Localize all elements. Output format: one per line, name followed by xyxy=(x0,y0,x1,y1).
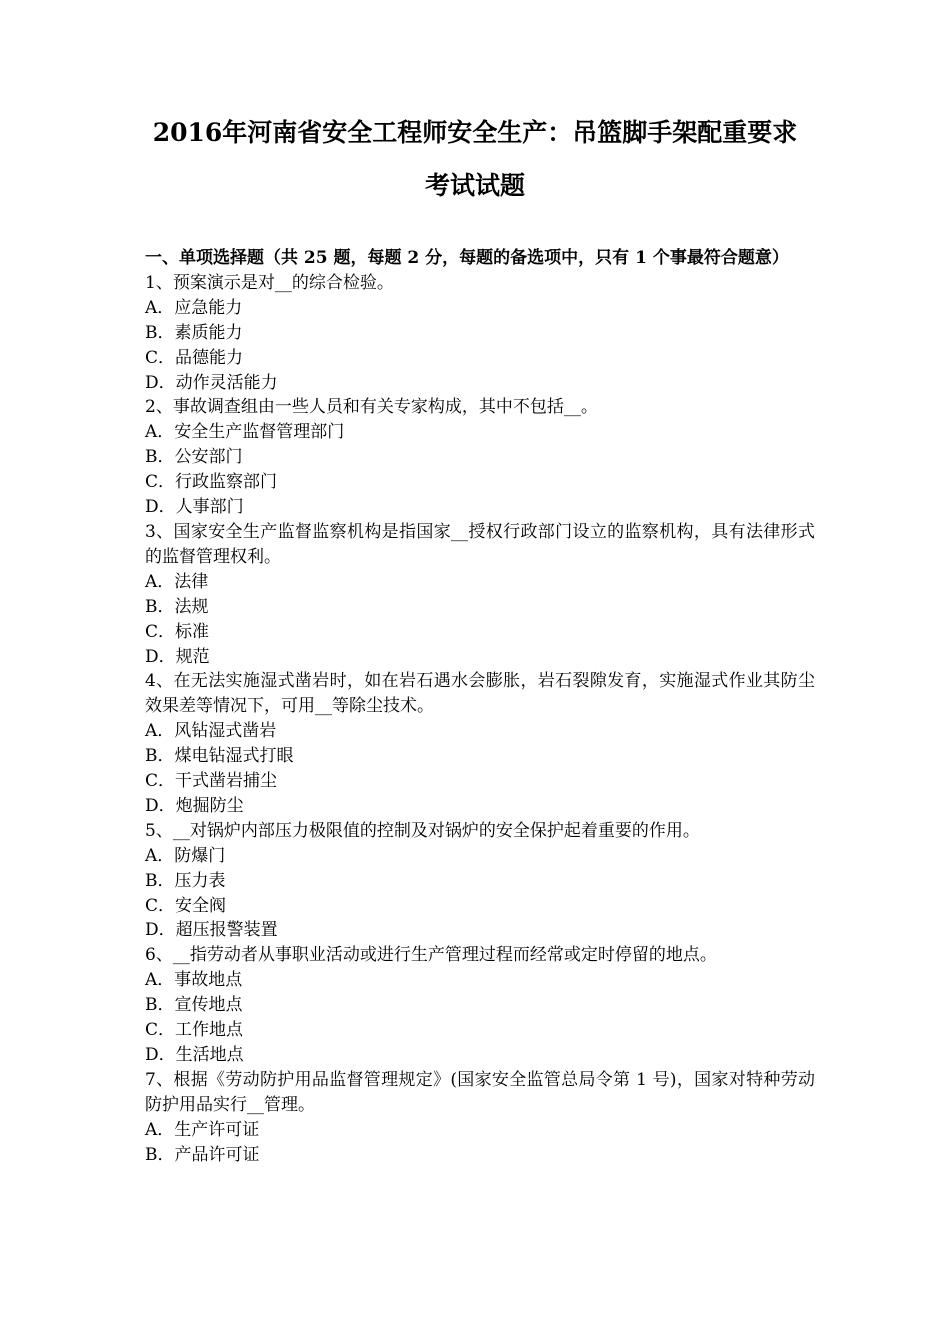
section-heading: 一、单项选择题（共 25 题，每题 2 分，每题的备选项中，只有 1 个事最符合题意） xyxy=(145,248,789,268)
option-d: D．生活地点 xyxy=(145,1045,244,1065)
option-d: D．超压报警装置 xyxy=(145,920,278,941)
document-subtitle: 考试试题 xyxy=(424,171,525,200)
option-a: A．生产许可证 xyxy=(145,1119,260,1140)
question-7 xyxy=(145,1068,815,1168)
question-stem: 4、在无法实施湿式凿岩时，如在岩石遇水会膨胀，岩石裂隙发育，实施湿式作业其防尘效果差等情况下，可用__等除尘技术。 xyxy=(145,671,815,717)
question-1 xyxy=(145,271,815,396)
option-a: A．事故地点 xyxy=(145,970,243,991)
option-c: C．工作地点 xyxy=(145,1020,244,1041)
option-c: C．干式凿岩捕尘 xyxy=(145,771,278,792)
question-6 xyxy=(145,943,815,1068)
option-c: C．行政监察部门 xyxy=(145,472,278,493)
option-b: B．煤电钻湿式打眼 xyxy=(145,746,294,767)
question-2 xyxy=(145,395,815,520)
option-c: C．品德能力 xyxy=(145,347,244,368)
question-stem: 6、__指劳动者从事职业活动或进行生产管理过程而经常或定时停留的地点。 xyxy=(145,945,717,966)
question-stem: 1、预案演示是对__的综合检验。 xyxy=(145,272,394,293)
document-body xyxy=(145,246,815,1168)
question-stem: 5、__对锅炉内部压力极限值的控制及对锅炉的安全保护起着重要的作用。 xyxy=(145,820,700,841)
option-b: B．法规 xyxy=(145,596,209,617)
option-b: B．产品许可证 xyxy=(145,1144,260,1165)
option-b: B．宣传地点 xyxy=(145,995,243,1016)
option-a: A．风钻湿式凿岩 xyxy=(145,721,277,742)
option-d: D．炮掘防尘 xyxy=(145,795,244,816)
option-d: D．规范 xyxy=(145,646,210,667)
question-stem: 3、国家安全生产监督监察机构是指国家__授权行政部门设立的监察机构，具有法律形式的监督管理权利。 xyxy=(145,521,815,567)
option-a: A．安全生产监督管理部门 xyxy=(145,422,345,443)
option-c: C．安全阀 xyxy=(145,895,227,916)
option-d: D．动作灵活能力 xyxy=(145,372,278,393)
option-b: B．压力表 xyxy=(145,870,226,891)
document-title: 2016年河南省安全工程师安全生产：吊篮脚手架配重要求 xyxy=(152,118,798,147)
option-c: C．标准 xyxy=(145,621,210,642)
question-4 xyxy=(145,669,815,818)
option-b: B．素质能力 xyxy=(145,322,243,343)
option-a: A．防爆门 xyxy=(145,845,226,866)
option-b: B．公安部门 xyxy=(145,447,243,468)
option-d: D．人事部门 xyxy=(145,497,244,518)
question-5 xyxy=(145,819,815,944)
question-3 xyxy=(145,520,815,669)
option-a: A．法律 xyxy=(145,571,209,592)
option-a: A．应急能力 xyxy=(145,297,243,318)
question-stem: 2、事故调查组由一些人员和有关专家构成，其中不包括__。 xyxy=(145,397,598,418)
question-stem: 7、根据《劳动防护用品监督管理规定》(国家安全监管总局令第 1 号)，国家对特种劳动防护用品实行__管理。 xyxy=(145,1069,815,1115)
